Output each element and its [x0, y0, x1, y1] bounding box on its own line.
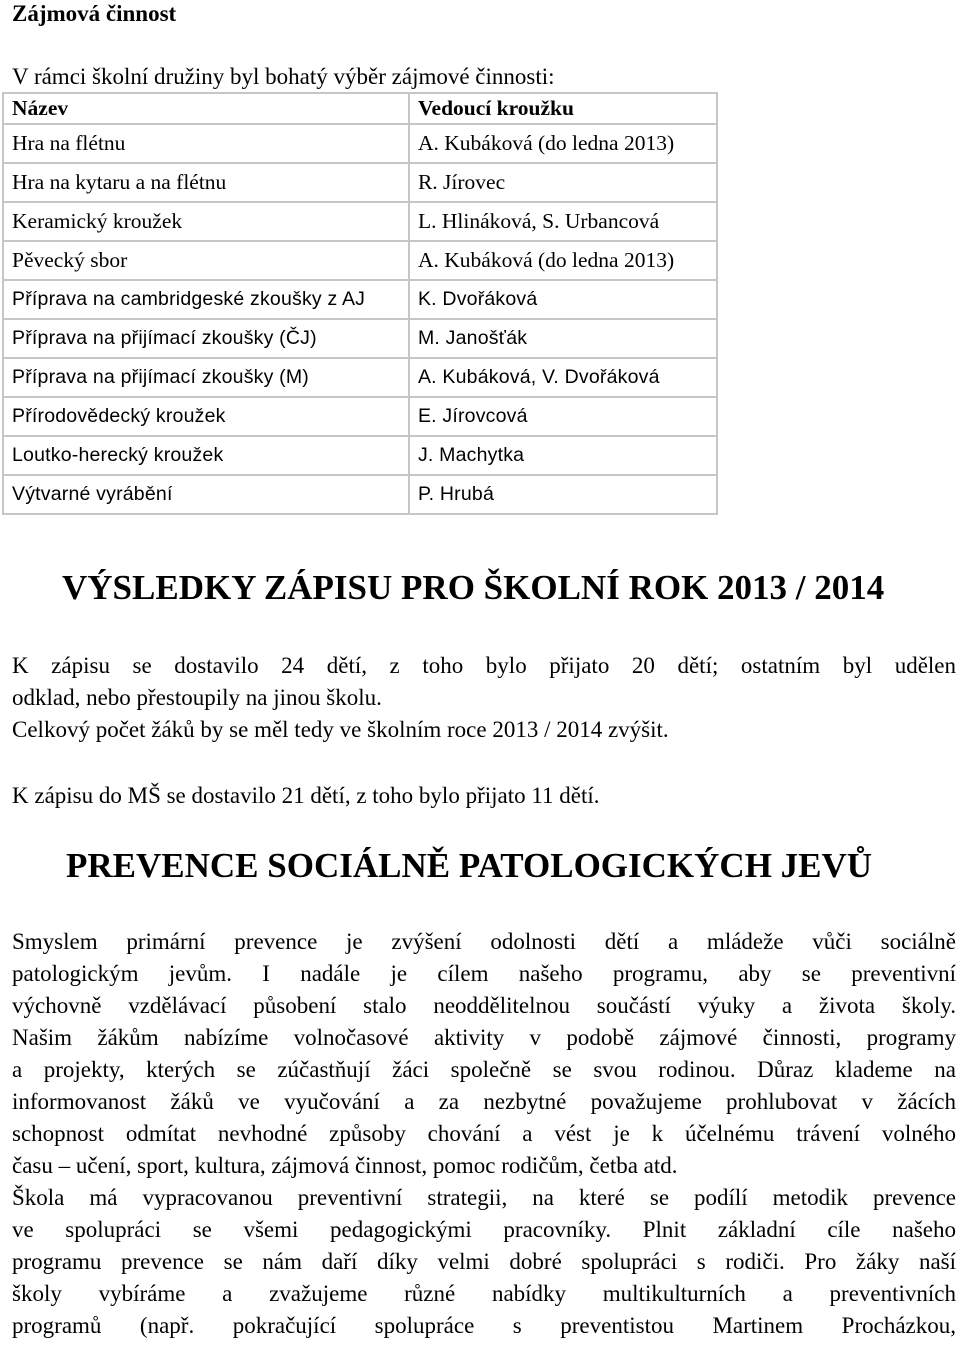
prevention-line: ve spolupráci se všemi pedagogickými pracovníky. Plnit základní cíle našeho [12, 1217, 956, 1242]
activity-leader: P. Hrubá [409, 475, 717, 514]
activity-name: Příprava na cambridgeské zkoušky z AJ [3, 280, 409, 319]
table-row [3, 397, 717, 436]
activity-leader: J. Machytka [409, 436, 717, 475]
activity-leader: R. Jírovec [409, 163, 717, 202]
results-heading: VÝSLEDKY ZÁPISU PRO ŠKOLNÍ ROK 2013 / 2014 [62, 568, 885, 607]
prevention-line: Našim žákům nabízíme volnočasové aktivity v podobě zájmové činnosti, programy [12, 1025, 956, 1050]
activity-leader: A. Kubáková, V. Dvořáková [409, 358, 717, 397]
results-line: Celkový počet žáků by se měl tedy ve školním roce 2013 / 2014 zvýšit. [12, 717, 669, 742]
prevention-text [12, 926, 956, 1342]
activity-name: Loutko-herecký kroužek [3, 436, 409, 475]
prevention-line: školy vybíráme a zvažujeme různé nabídky multikulturních a preventivních [12, 1281, 956, 1306]
activity-name: Hra na flétnu [3, 124, 409, 163]
results-line: K zápisu se dostavilo 24 dětí, z toho bylo přijato 20 dětí; ostatním byl udělen [12, 653, 956, 678]
table-row [3, 202, 717, 241]
section-title: Zájmová činnost [12, 1, 177, 26]
table-row [3, 358, 717, 397]
prevention-line: času – učení, sport, kultura, zájmová činnost, pomoc rodičům, četba atd. [12, 1153, 678, 1178]
activity-name: Pěvecký sbor [3, 241, 409, 280]
activity-leader: A. Kubáková (do ledna 2013) [409, 124, 717, 163]
table-header-row [3, 93, 717, 124]
header-leader: Vedoucí kroužku [409, 93, 717, 124]
activity-name: Výtvarné vyrábění [3, 475, 409, 514]
prevention-line: a projekty, kterých se zúčastňují žáci společně se svou rodinou. Důraz klademe na [12, 1057, 956, 1082]
activity-name: Hra na kytaru a na flétnu [3, 163, 409, 202]
results-line: odklad, nebo přestoupily na jinou školu. [12, 685, 382, 710]
activity-leader: L. Hlináková, S. Urbancová [409, 202, 717, 241]
activity-leader: K. Dvořáková [409, 280, 717, 319]
activity-leader: M. Janošťák [409, 319, 717, 358]
prevention-line: patologickým jevům. I nadále je cílem našeho programu, aby se preventivní [12, 961, 956, 986]
header-name: Název [3, 93, 409, 124]
prevention-line: informovanost žáků ve vyučování a za nezbytné považujeme prohlubovat v žácích [12, 1089, 956, 1114]
results-paragraph [12, 650, 956, 746]
kindergarten-paragraph [12, 780, 956, 812]
kindergarten-line: K zápisu do MŠ se dostavilo 21 dětí, z toho bylo přijato 11 dětí. [12, 783, 600, 808]
activity-name: Keramický kroužek [3, 202, 409, 241]
table-row [3, 241, 717, 280]
activity-name: Příprava na přijímací zkoušky (M) [3, 358, 409, 397]
activity-leader: A. Kubáková (do ledna 2013) [409, 241, 717, 280]
activity-name: Přírodovědecký kroužek [3, 397, 409, 436]
prevention-heading: PREVENCE SOCIÁLNĚ PATOLOGICKÝCH JEVŮ [66, 846, 873, 885]
table-row [3, 124, 717, 163]
prevention-line: výchovně vzdělávací působení stalo neoddělitelnou součástí výuky a života školy. [12, 993, 956, 1018]
intro-text: V rámci školní družiny byl bohatý výběr zájmové činnosti: [12, 64, 555, 89]
prevention-line: Škola má vypracovanou preventivní strategii, na které se podílí metodik prevence [12, 1185, 956, 1210]
prevention-line: Smyslem primární prevence je zvýšení odolnosti dětí a mládeže vůči sociálně [12, 929, 956, 954]
table-row [3, 475, 717, 514]
table-row [3, 436, 717, 475]
prevention-line: programů (např. pokračující spolupráce s preventistou Martinem Procházkou, [12, 1313, 956, 1338]
prevention-line: schopnost odmítat nevhodné způsoby chování a vést je k účelnému trávení volného [12, 1121, 956, 1146]
table-row [3, 163, 717, 202]
activity-leader: E. Jírovcová [409, 397, 717, 436]
activities-table [2, 92, 718, 515]
table-row [3, 280, 717, 319]
activity-name: Příprava na přijímací zkoušky (ČJ) [3, 319, 409, 358]
table-row [3, 319, 717, 358]
prevention-line: programu prevence se nám daří díky velmi dobré spolupráci s rodiči. Pro žáky naší [12, 1249, 956, 1274]
